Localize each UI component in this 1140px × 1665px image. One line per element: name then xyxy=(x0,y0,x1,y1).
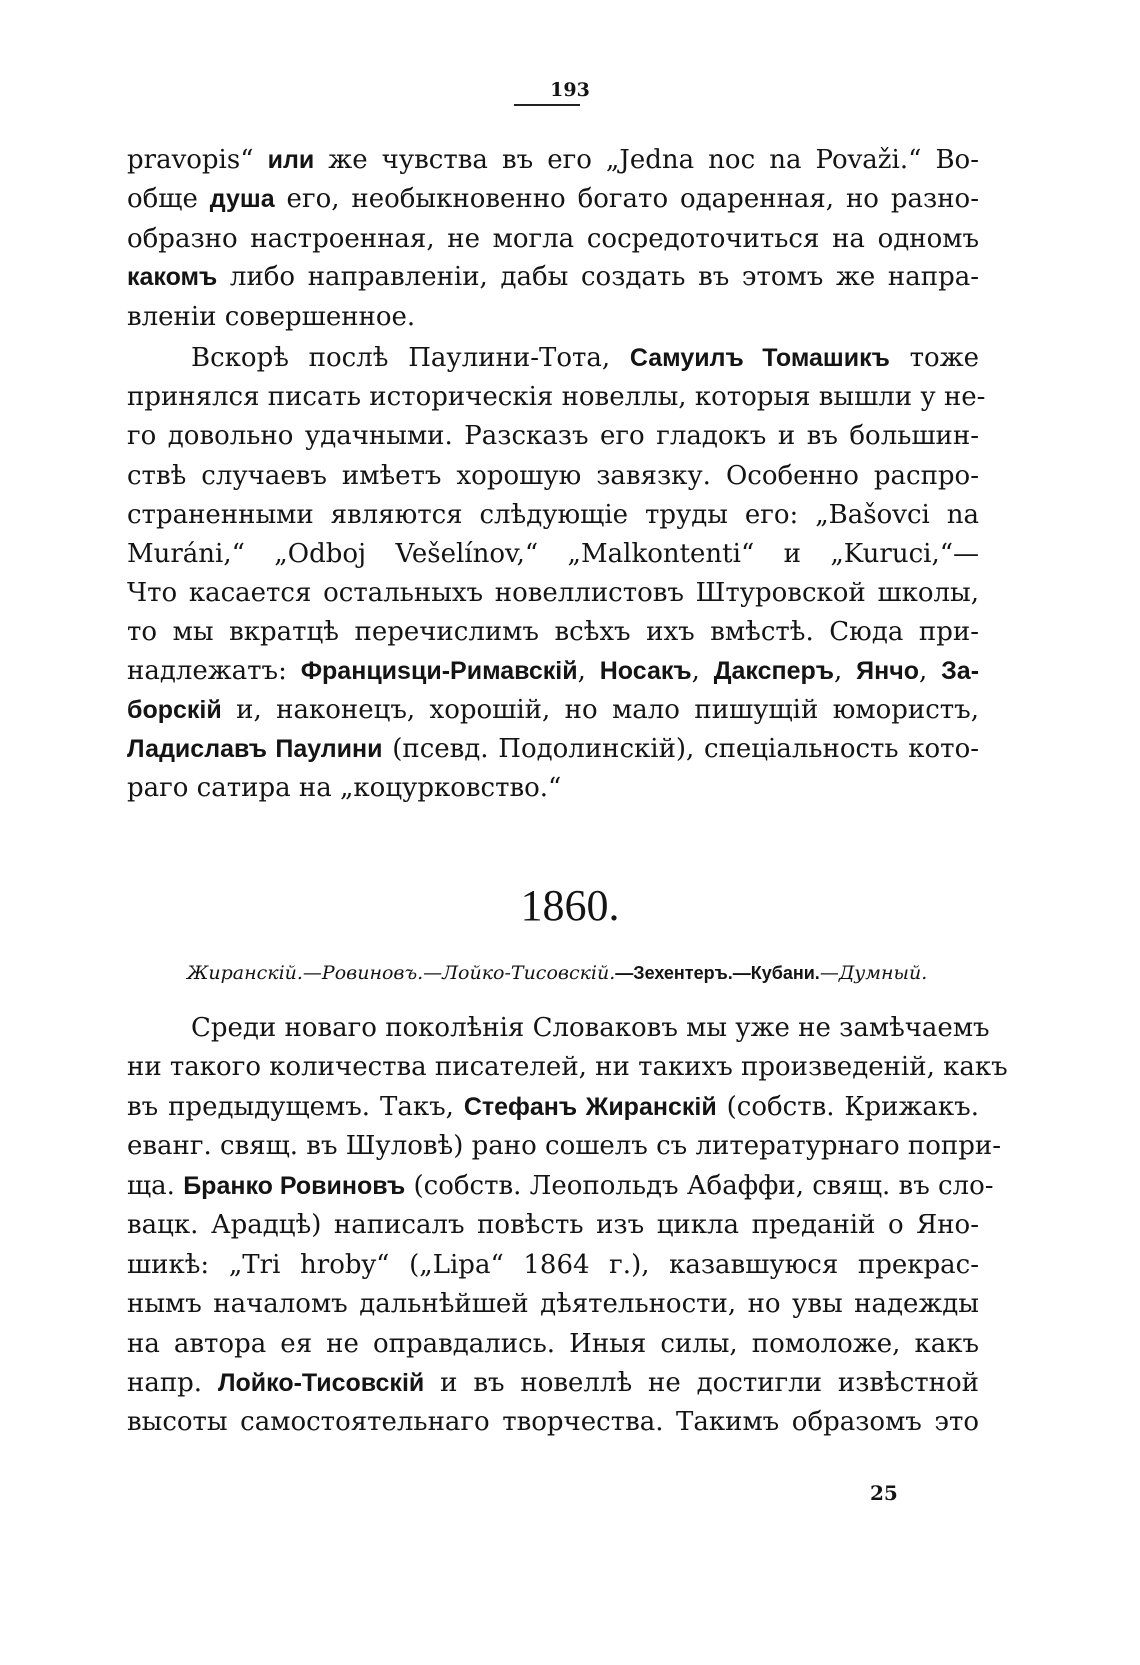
bold-name: Ладиславъ Паулини xyxy=(127,735,383,763)
text-line: высоты самостоятельнаго творчества. Такимъ образомъ это xyxy=(127,1407,979,1437)
italic-text: —Думный. xyxy=(819,962,928,984)
text-line: Что касается остальныхъ новеллистовъ Штуровской школы, xyxy=(127,578,979,608)
bold-name: За- xyxy=(941,657,980,685)
italic-text: Жиранскiй.—Ровиновъ.—Лойко-Тисовскiй. xyxy=(187,962,616,984)
text-line: обще душа его, необыкновенно богато одаренная, но разно- xyxy=(127,184,979,214)
text-line: го довольно удачными. Разсказъ его гладокъ и въ большин- xyxy=(127,421,979,451)
text-line: раго сатира на „коцурковство.“ xyxy=(127,773,562,803)
text-line: на автора ея не оправдались. Иныя силы, помоложе, какъ xyxy=(127,1329,979,1359)
text-line: надлежатъ: Франциsци-Римавскiй, Носакъ, Даксперъ, Янчо, За- xyxy=(127,656,980,686)
text-line: ствѣ случаевъ имѣетъ хорошую завязку. Особенно распро- xyxy=(127,461,979,491)
bold-name: Самуилъ Томашикъ xyxy=(629,344,890,372)
text-line: въ предыдущемъ. Такъ, Стефанъ Жиранскiй (собств. Крижакъ. xyxy=(127,1092,979,1122)
bold-name: Носакъ xyxy=(599,657,692,685)
bold-name: Бранко Ровиновъ xyxy=(183,1172,406,1200)
text-line: нымъ началомъ дальнѣйшей дѣятельности, но увы надежды xyxy=(127,1289,979,1319)
text-line: Muráni,“ „Odboj Vešelínov,“ „Malkontenti“ и „Kuruci,“— xyxy=(127,539,979,569)
text-line: Среди новаго поколѣнiя Словаковъ мы уже не замѣчаемъ xyxy=(191,1013,990,1043)
text-line: Вскорѣ послѣ Паулини-Тота, Самуилъ Томашикъ тоже xyxy=(191,343,979,373)
text-line: напр. Лойко-Тисовскiй и въ новеллѣ не достигли извѣстной xyxy=(127,1368,979,1398)
text-line: принялся писать историческiя новеллы, которыя вышли у не- xyxy=(127,382,986,412)
bold-name: Даксперъ xyxy=(713,657,835,685)
bold-name: какомъ xyxy=(127,263,218,291)
text-line: ща. Бранко Ровиновъ (собств. Леопольдъ Абаффи, свящ. въ сло- xyxy=(127,1171,994,1201)
text-line: борскiй и, наконецъ, хорошiй, но мало пишущiй юмористъ, xyxy=(127,695,979,725)
bold-name: Франциsци-Римавскiй xyxy=(300,657,578,685)
bold-name: душа xyxy=(209,185,275,213)
text-line: вленiи совершенное. xyxy=(127,302,416,332)
signature-mark: 25 xyxy=(870,1481,898,1505)
text-line: ни такого количества писателей, ни такихъ произведенiй, какъ xyxy=(127,1052,1008,1082)
bold-name: —Зехентеръ.—Кубани. xyxy=(615,963,820,983)
page-number-underline xyxy=(514,104,580,106)
text-line: какомъ либо направленiи, дабы создать въ этомъ же напра- xyxy=(127,262,979,292)
bold-name: Лойко-Тисовскiй xyxy=(217,1369,425,1397)
year-heading: 1860. xyxy=(520,881,620,930)
bold-name: Янчо xyxy=(856,657,920,685)
text-line: шикѣ: „Tri hroby“ („Lipa“ 1864 г.), казавшуюся прекрас- xyxy=(127,1250,979,1280)
text-line: образно настроенная, не могла сосредоточиться на одномъ xyxy=(127,224,979,254)
text-line: вацк. Арадцѣ) написалъ повѣсть изъ цикла преданiй о Яно- xyxy=(127,1210,979,1240)
text-line: Ладиславъ Паулини (псевд. Подолинскiй), спецiальность кото- xyxy=(127,734,980,764)
text-line: страненными являются слѣдующiе труды его: „Bašovci na xyxy=(127,500,979,530)
text-line: то мы вкратцѣ перечислимъ всѣхъ ихъ вмѣстѣ. Сюда при- xyxy=(127,617,979,647)
chapter-names-summary xyxy=(187,960,979,986)
page-number: 193 xyxy=(550,79,590,101)
text-line: pravopis“ или же чувства въ его „Jedna noc na Považi.“ Во- xyxy=(127,145,979,175)
text-line: еванг. свящ. въ Шуловѣ) рано сошелъ съ литературнаго попри- xyxy=(127,1131,1001,1161)
bold-name: Стефанъ Жиранскiй xyxy=(463,1093,717,1121)
bold-name: или xyxy=(267,146,315,174)
bold-name: борскiй xyxy=(127,696,222,724)
